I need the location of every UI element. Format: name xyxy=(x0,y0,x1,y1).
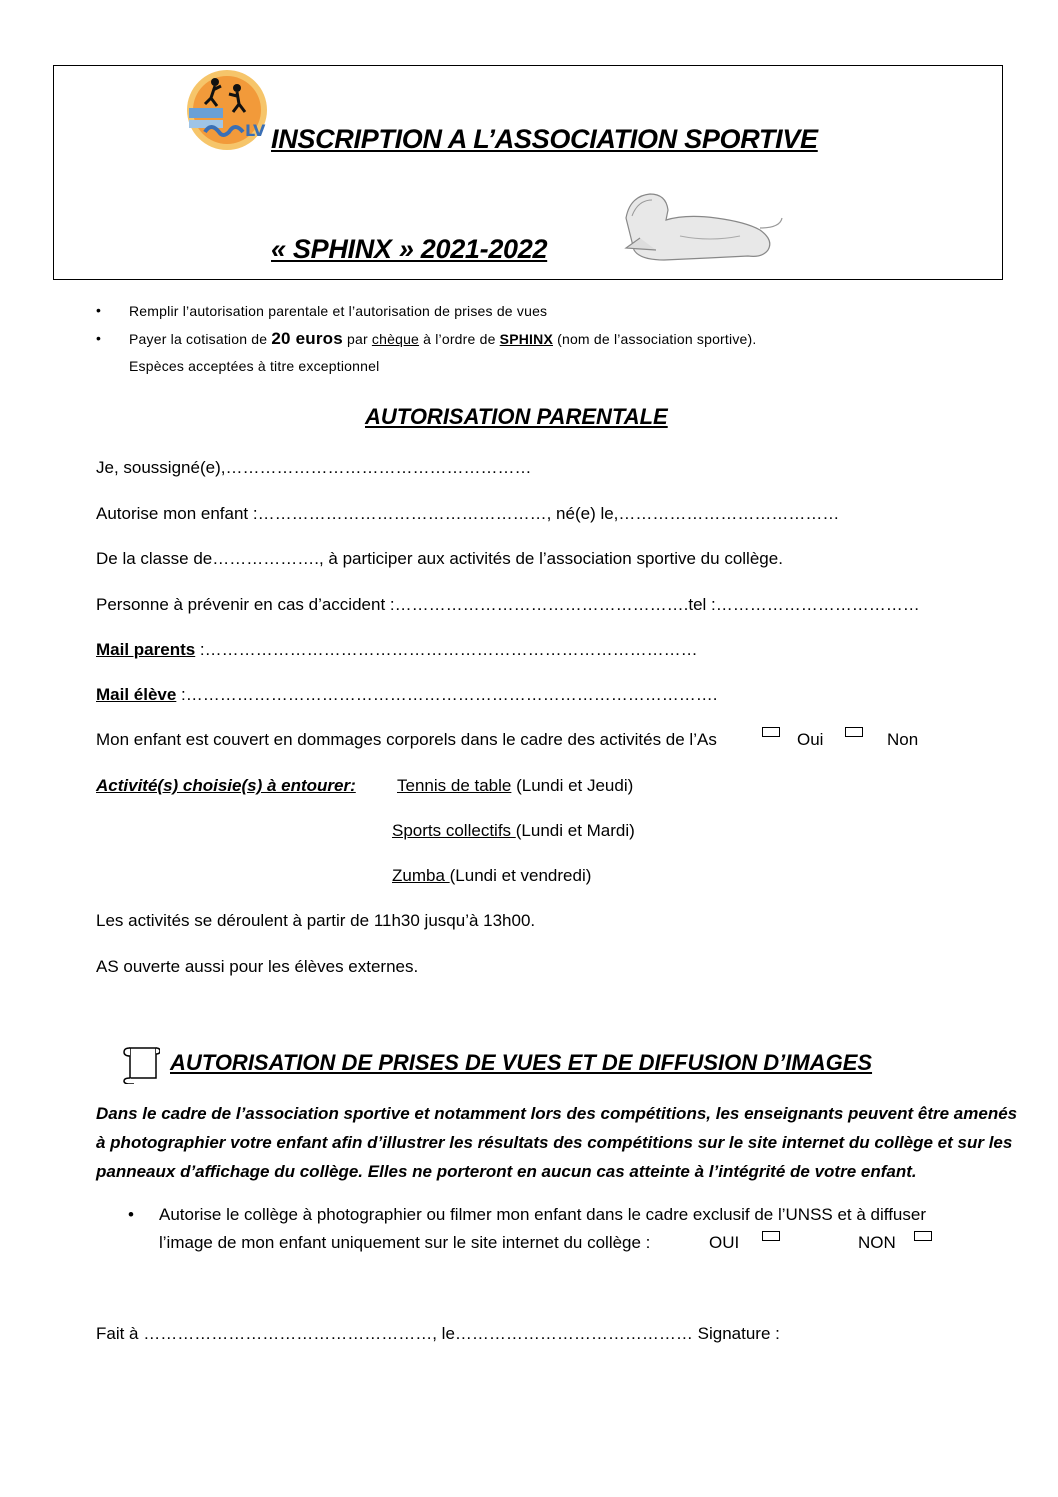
signature-line: Fait à ……………………………………………, le…………………………………… Signature : xyxy=(96,1324,780,1343)
consent-bullet-dot: • xyxy=(128,1205,134,1224)
mail-parents-field xyxy=(96,640,698,660)
consent-no-checkbox[interactable] xyxy=(914,1231,932,1241)
insurance-yes-label: Oui xyxy=(797,730,824,749)
activity-days: (Lundi et Mardi) xyxy=(515,821,635,840)
activity-name: Sports collectifs xyxy=(392,821,516,840)
bullet-1-dot: • xyxy=(96,302,102,318)
emergency-contact-field: Personne à prévenir en cas d’accident :…………………………………………….tel :……………………………… xyxy=(96,595,920,614)
scroll-icon xyxy=(120,1042,160,1084)
activity-name: Zumba xyxy=(392,866,450,885)
title-line-2: « SPHINX » 2021-2022 xyxy=(271,234,548,264)
payee-name: SPHINX xyxy=(499,331,553,347)
undersigned-field: Je, soussigné(e),……………………………………………… xyxy=(96,458,532,477)
insurance-no-checkbox[interactable] xyxy=(845,727,863,737)
insurance-yes-checkbox[interactable] xyxy=(762,727,780,737)
consent-no-label: NON xyxy=(858,1233,896,1252)
consent-yes-checkbox[interactable] xyxy=(762,1231,780,1241)
mail-student-field xyxy=(96,685,718,705)
activity-option[interactable] xyxy=(392,866,591,886)
payment-method: chèque xyxy=(371,331,420,347)
images-paragraph-line-2: à photographier votre enfant afin d’illustrer les résultats des compétitions sur le site internet du collège et sur les xyxy=(96,1133,1013,1152)
consent-line-2: l’image de mon enfant uniquement sur le site internet du collège : xyxy=(159,1233,651,1252)
activity-days: (Lundi et Jeudi) xyxy=(511,776,634,795)
class-field: De la classe de………………., à participer aux activités de l’association sportive du collège. xyxy=(96,549,783,568)
instruction-2 xyxy=(129,329,756,349)
activity-days: (Lundi et vendredi) xyxy=(449,866,592,885)
schedule-text: Les activités se déroulent à partir de 11h30 jusqu’à 13h00. xyxy=(96,911,536,930)
consent-yes-label: OUI xyxy=(709,1233,740,1252)
images-paragraph-line-3: panneaux d’affichage du collège. Elles ne porteront en aucun cas atteinte à l’intégrité de votre enfant. xyxy=(96,1162,917,1181)
activity-option[interactable] xyxy=(392,821,635,841)
activity-name: Tennis de table xyxy=(397,776,512,795)
insurance-no-label: Non xyxy=(887,730,919,749)
instruction-2-par: par xyxy=(342,331,372,347)
instruction-2-post: (nom de l’association sportive). xyxy=(553,331,757,347)
school-logo xyxy=(185,68,269,152)
external-students-text: AS ouverte aussi pour les élèves externes. xyxy=(96,957,419,976)
instruction-2-continuation: Espèces acceptées à titre exceptionnel xyxy=(129,358,380,374)
images-paragraph-line-1: Dans le cadre de l’association sportive et notamment lors des compétitions, les enseignants peuvent être amenés xyxy=(96,1104,1018,1123)
sphinx-illustration xyxy=(620,188,788,264)
consent-line-1: Autorise le collège à photographier ou filmer mon enfant dans le cadre exclusif de l’UNSS et à diffuser xyxy=(159,1205,927,1224)
mail-student-dots: :…………………………………………………………………………………. xyxy=(176,685,718,704)
svg-text:LV: LV xyxy=(245,121,266,140)
bullet-2-dot: • xyxy=(96,330,102,346)
child-field: Autorise mon enfant :……………………………………………, né(e) le,………………………………… xyxy=(96,504,840,523)
images-heading: AUTORISATION DE PRISES DE VUES ET DE DIFFUSION D’IMAGES xyxy=(170,1050,873,1075)
insurance-question: Mon enfant est couvert en dommages corporels dans le cadre des activités de l’As xyxy=(96,730,717,749)
title-line-1: INSCRIPTION A L’ASSOCIATION SPORTIVE xyxy=(271,124,818,154)
instruction-2-order: à l’ordre de xyxy=(419,331,500,347)
activity-option[interactable] xyxy=(397,776,633,796)
fee-amount: 20 euros xyxy=(271,329,343,348)
instruction-1: Remplir l’autorisation parentale et l’autorisation de prises de vues xyxy=(129,303,548,319)
mail-parents-dots: :…………………………………………………………………………… xyxy=(195,640,698,659)
mail-student-label: Mail élève xyxy=(96,685,177,704)
instruction-2-pre: Payer la cotisation de xyxy=(129,331,272,347)
mail-parents-label: Mail parents xyxy=(96,640,196,659)
activities-label: Activité(s) choisie(s) à entourer: xyxy=(96,776,356,795)
parental-heading: AUTORISATION PARENTALE xyxy=(365,404,668,429)
